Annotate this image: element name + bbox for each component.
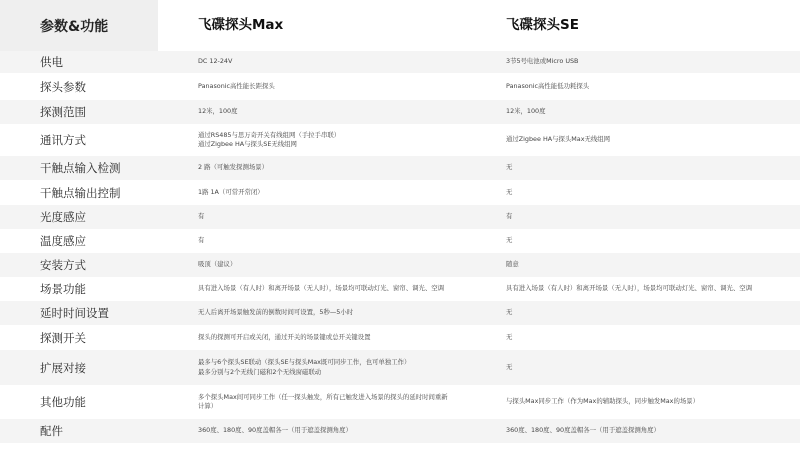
table-row: [0, 124, 800, 156]
row-max-value: 有: [198, 236, 205, 245]
row-se-value: 无: [506, 362, 513, 371]
row-label: 探测开关: [40, 330, 86, 345]
row-label: 干触点输出控制: [40, 185, 121, 200]
row-label: 探测范围: [40, 105, 86, 119]
row-se-value: 360度、180度、90度盖帽各一（用于遮盖探测角度）: [506, 426, 660, 435]
row-max-value: 探头的探测可开启或关闭，通过开关的场景键或总开关键设置: [198, 332, 371, 341]
row-se-value: 无: [506, 332, 513, 341]
row-label: 配件: [40, 424, 63, 438]
row-label: 其他功能: [40, 395, 86, 409]
table-row: [0, 253, 800, 277]
table-row: [0, 205, 800, 229]
table-row: [0, 156, 800, 180]
row-label: 探头参数: [40, 79, 86, 94]
table-row: [0, 73, 800, 100]
table-row: [0, 229, 800, 253]
row-max-value: 360度、180度、90度盖帽各一（用于遮盖探测角度）: [198, 426, 352, 435]
row-se-value: 3节5号电池或Micro USB: [506, 57, 579, 66]
header-max: 飞碟探头Max: [198, 16, 284, 33]
row-se-value: 无: [506, 308, 513, 317]
row-se-value: 无: [506, 187, 513, 196]
row-se-value: 有: [506, 212, 513, 221]
row-max-value: 具有进入场景（有人时）和离开场景（无人时），场景均可联动灯光、窗帘、调光、空调: [198, 284, 445, 293]
row-max-value: 12米，100度: [198, 107, 238, 116]
row-se-value: 通过Zigbee HA与探头Max无线组网: [506, 135, 611, 144]
row-se-value: 12米，100度: [506, 107, 546, 116]
table-row: [0, 385, 800, 419]
table-row: [0, 419, 800, 443]
row-label: 通讯方式: [40, 133, 86, 147]
row-max-value: 通过RS485与思万奇开关有线组网（手拉手串联） 通过Zigbee HA与探头SE无线组网: [198, 130, 341, 148]
table-row: [0, 51, 800, 73]
row-max-value: 吸顶（建议）: [198, 260, 237, 269]
table-row: [0, 325, 800, 350]
header-param: 参数&功能: [0, 0, 158, 51]
row-se-value: 与探头Max同步工作（作为Max的辅助探头，同步触发Max的场景）: [506, 397, 700, 406]
row-label: 扩展对接: [40, 360, 86, 375]
row-max-value: 有: [198, 212, 205, 221]
row-label: 场景功能: [40, 282, 86, 296]
row-se-value: Panasonic高性能低功耗探头: [506, 81, 590, 90]
row-max-value: 最多与6个探头SE联动（探头SE与探头Max既可同步工作，也可单独工作） 最多分别与2个无线门磁和2个无线窗磁联动: [198, 358, 411, 376]
row-max-value: 多个探头Max间可同步工作（任一探头触发，所有已触发进入场景的探头的延时时间重新 计算）: [198, 392, 448, 410]
row-se-value: 具有进入场景（有人时）和离开场景（无人时），场景均可联动灯光、窗帘、调光、空调: [506, 284, 753, 293]
table-row: [0, 100, 800, 124]
table-row: [0, 180, 800, 205]
row-max-value: 1路 1A（可常开常闭）: [198, 187, 264, 196]
row-label: 干触点输入检测: [40, 161, 121, 175]
row-max-value: 无人后离开场景触发前的倒数时间可设置，5秒—5小时: [198, 308, 354, 317]
row-se-value: 随意: [506, 260, 519, 269]
row-max-value: 2 路（可触发探测场景）: [198, 163, 269, 172]
row-label: 温度感应: [40, 234, 86, 248]
row-label: 供电: [40, 55, 63, 69]
row-se-value: 无: [506, 163, 513, 172]
table-row: [0, 301, 800, 325]
table-row: [0, 277, 800, 301]
row-max-value: Panasonic高性能长距探头: [198, 81, 275, 90]
table-row: [0, 350, 800, 385]
table-header-row: [0, 0, 800, 51]
row-label: 安装方式: [40, 258, 86, 272]
row-label: 光度感应: [40, 210, 86, 224]
row-label: 延时时间设置: [40, 306, 109, 320]
row-se-value: 无: [506, 236, 513, 245]
header-se: 飞碟探头SE: [506, 16, 579, 33]
row-max-value: DC 12-24V: [198, 57, 233, 66]
